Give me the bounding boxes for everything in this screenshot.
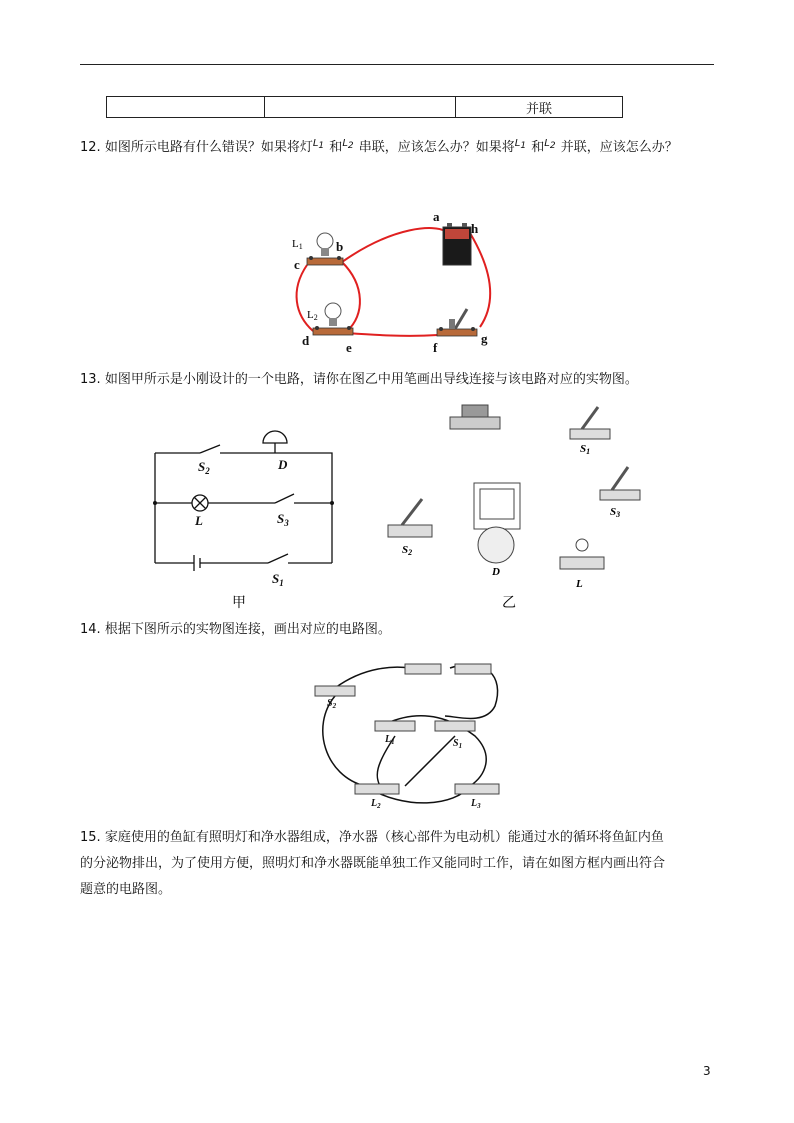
q12-circuit-figure	[285, 205, 505, 355]
label-f: f	[433, 340, 438, 355]
switch-physical-s3	[600, 467, 640, 500]
label-g: g	[481, 331, 488, 346]
switch-icon	[437, 309, 477, 336]
table-row	[107, 97, 623, 118]
svg-text:L1: $L_1$	[385, 734, 395, 746]
svg-text:S2: $S_2$	[327, 698, 337, 710]
table-cell: 并联	[456, 97, 623, 118]
lamp-symbol	[192, 495, 208, 511]
label-s3: $S_3$	[277, 511, 289, 528]
question-number: 12.	[80, 140, 101, 155]
svg-text:D: D	[492, 566, 500, 578]
q13-figure	[140, 395, 656, 613]
switch-physical-s2	[388, 499, 432, 537]
label-h: h	[471, 221, 479, 236]
svg-text:S1: S1	[580, 443, 591, 456]
svg-text:L3: $L_3$	[471, 798, 481, 810]
question-number: 13.	[80, 372, 101, 387]
question-14: 14. 根据下图所示的实物图连接，画出对应的电路图。	[80, 622, 391, 637]
svg-text:S1: $S_1$	[453, 738, 463, 750]
svg-text:S3: S3	[610, 506, 621, 519]
bell-icon	[263, 431, 287, 443]
label-e: e	[346, 340, 352, 355]
table-cell	[265, 97, 456, 118]
bulb-physical-l	[560, 539, 604, 569]
label-l2: L2	[307, 309, 318, 322]
q14-figure	[305, 646, 515, 816]
label-a: a	[433, 209, 440, 224]
switch-physical-s1	[570, 407, 610, 439]
question-15: 15. 家庭使用的鱼缸有照明灯和净水器组成，净水器（核心部件为电动机）能通过水的循环将鱼缸内鱼 的分泌物排出，为了使用方便，照明灯和净水器既能单独工作又能同时工作，请在如图方框内画出符合 题意的电路图。	[80, 830, 666, 897]
label-c: c	[294, 257, 300, 272]
label-s2: $S_2$	[198, 459, 210, 476]
question-12: 12. 如图所示电路有什么错误？如果将灯$^{L1}$ 和$^{L2}$ 串联，应该怎么办？如果将$^{L1}$ 和$^{L2}$ 并联，应该怎么办？	[80, 138, 678, 155]
label-jia: 甲	[232, 596, 246, 611]
black-wires	[323, 664, 498, 802]
question-number: 14.	[80, 622, 101, 637]
question-number: 15.	[80, 830, 101, 845]
svg-text:L: L	[576, 578, 583, 590]
answer-table	[106, 96, 623, 118]
label-d: d	[302, 333, 310, 348]
table-cell	[107, 97, 265, 118]
header-rule	[80, 64, 714, 65]
label-s1: $S_1$	[272, 571, 284, 588]
label-l: L	[195, 513, 203, 528]
page-number: 3	[703, 1064, 711, 1078]
question-13: 13. 如图甲所示是小刚设计的一个电路，请你在图乙中用笔画出导线连接与该电路对应的实物图。	[80, 372, 638, 387]
label-d: D	[278, 457, 288, 472]
bulb-l2	[313, 303, 353, 335]
label-yi: 乙	[502, 596, 516, 611]
schematic-jia	[155, 443, 332, 571]
bell-physical	[474, 483, 520, 563]
svg-text:S2: S2	[402, 544, 413, 557]
label-b: b	[336, 239, 344, 254]
battery-icon	[443, 223, 471, 265]
svg-text:L2: $L_2$	[371, 798, 381, 810]
battery-physical	[450, 405, 500, 429]
label-l1: L1	[292, 238, 303, 251]
